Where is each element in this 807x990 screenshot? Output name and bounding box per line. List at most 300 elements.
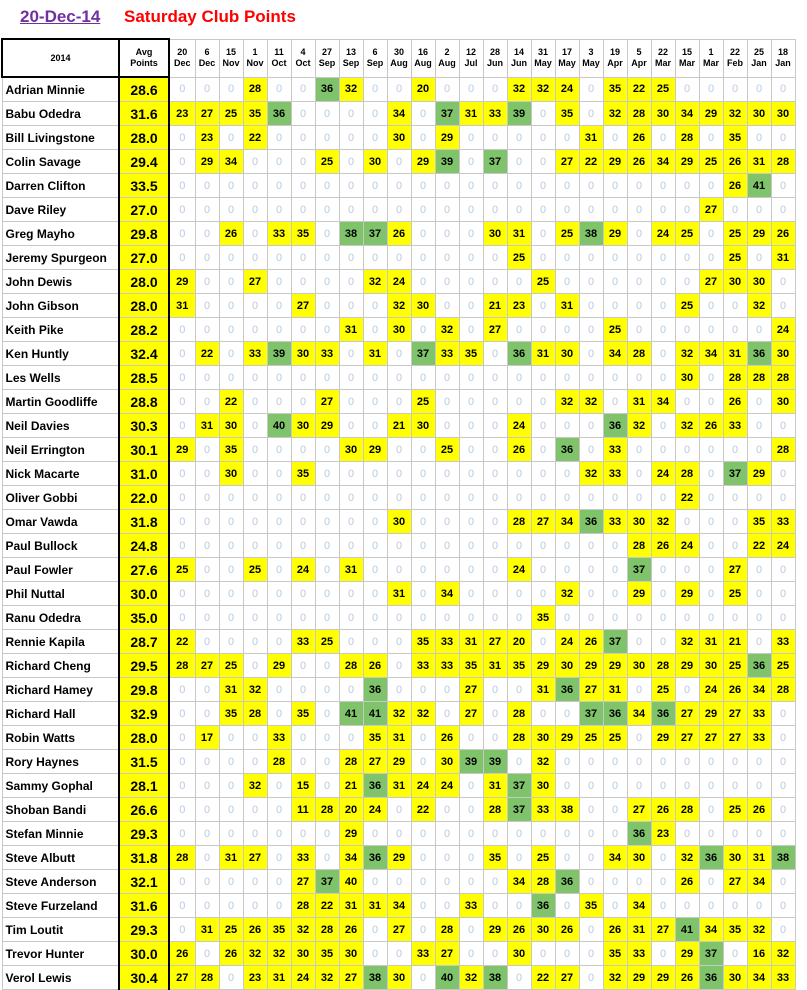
score-cell: 25 [699, 150, 723, 174]
score-cell: 27 [675, 726, 699, 750]
score-cell: 0 [771, 414, 795, 438]
score-cell: 34 [435, 582, 459, 606]
score-cell: 0 [675, 438, 699, 462]
score-cell: 0 [219, 342, 243, 366]
score-cell: 26 [627, 126, 651, 150]
average-points: 32.9 [119, 702, 169, 726]
date-header [651, 39, 675, 77]
avg-label-line1: Avg [135, 47, 153, 57]
score-cell: 24 [555, 630, 579, 654]
score-cell: 31 [387, 582, 411, 606]
score-cell: 0 [219, 726, 243, 750]
score-cell: 36 [603, 702, 627, 726]
score-cell: 0 [627, 462, 651, 486]
score-cell: 0 [603, 174, 627, 198]
score-cell: 41 [363, 702, 387, 726]
table-row [2, 318, 795, 342]
score-cell: 0 [387, 462, 411, 486]
score-cell: 0 [651, 414, 675, 438]
average-points: 31.5 [119, 750, 169, 774]
score-cell: 33 [771, 630, 795, 654]
score-cell: 0 [219, 174, 243, 198]
score-cell: 0 [291, 270, 315, 294]
score-cell: 0 [531, 222, 555, 246]
score-cell: 0 [531, 318, 555, 342]
score-cell: 33 [747, 726, 771, 750]
average-points: 28.1 [119, 774, 169, 798]
average-points: 28.6 [119, 77, 169, 102]
score-cell: 0 [267, 174, 291, 198]
score-cell: 0 [531, 582, 555, 606]
score-cell: 0 [531, 630, 555, 654]
score-cell: 35 [219, 702, 243, 726]
score-cell: 0 [507, 894, 531, 918]
score-cell: 30 [219, 462, 243, 486]
score-cell: 33 [771, 966, 795, 990]
score-cell: 0 [315, 126, 339, 150]
date-day: 15 [225, 47, 236, 57]
score-cell: 23 [243, 966, 267, 990]
score-cell: 27 [243, 270, 267, 294]
score-cell: 0 [169, 798, 195, 822]
player-name: Neil Errington [2, 438, 119, 462]
score-cell: 0 [267, 77, 291, 102]
score-cell: 33 [747, 702, 771, 726]
score-cell: 0 [651, 630, 675, 654]
score-cell: 0 [363, 174, 387, 198]
score-cell: 31 [267, 966, 291, 990]
score-cell: 0 [411, 534, 435, 558]
average-points: 22.0 [119, 486, 169, 510]
score-cell: 0 [169, 702, 195, 726]
score-cell: 0 [579, 534, 603, 558]
score-cell: 0 [483, 77, 507, 102]
score-cell: 0 [267, 798, 291, 822]
score-cell: 31 [627, 390, 651, 414]
score-cell: 0 [459, 414, 483, 438]
score-cell: 29 [651, 726, 675, 750]
score-cell: 0 [435, 246, 459, 270]
score-cell: 30 [291, 342, 315, 366]
date-day: 6 [204, 47, 210, 57]
score-cell: 0 [411, 726, 435, 750]
table-row [2, 678, 795, 702]
score-cell: 24 [555, 77, 579, 102]
score-cell: 0 [603, 582, 627, 606]
score-cell: 26 [387, 222, 411, 246]
table-row [2, 174, 795, 198]
score-cell: 0 [243, 246, 267, 270]
score-cell: 0 [675, 270, 699, 294]
score-cell: 30 [387, 966, 411, 990]
score-cell: 0 [387, 198, 411, 222]
score-cell: 31 [699, 630, 723, 654]
score-cell: 0 [459, 198, 483, 222]
score-cell: 33 [459, 894, 483, 918]
score-cell: 0 [363, 486, 387, 510]
score-cell: 0 [507, 390, 531, 414]
score-cell: 33 [603, 510, 627, 534]
score-cell: 29 [627, 966, 651, 990]
date-month: Oct [295, 58, 311, 68]
score-cell: 0 [339, 486, 363, 510]
score-cell: 22 [579, 150, 603, 174]
player-name: Oliver Gobbi [2, 486, 119, 510]
score-cell: 30 [363, 150, 387, 174]
score-cell: 0 [219, 798, 243, 822]
score-cell: 31 [747, 150, 771, 174]
date-header [219, 39, 243, 77]
score-cell: 29 [699, 102, 723, 126]
score-cell: 0 [315, 510, 339, 534]
score-cell: 0 [169, 774, 195, 798]
score-cell: 0 [531, 822, 555, 846]
score-cell: 0 [291, 750, 315, 774]
score-cell: 32 [747, 294, 771, 318]
date-day: 28 [489, 47, 500, 57]
score-cell: 24 [699, 678, 723, 702]
player-name: John Gibson [2, 294, 119, 318]
score-cell: 0 [291, 126, 315, 150]
score-cell: 27 [483, 630, 507, 654]
score-cell: 0 [315, 582, 339, 606]
score-cell: 0 [315, 702, 339, 726]
date-header [267, 39, 291, 77]
score-cell: 0 [531, 486, 555, 510]
score-cell: 29 [387, 846, 411, 870]
date-day: 31 [537, 47, 548, 57]
score-cell: 28 [243, 77, 267, 102]
table-row [2, 726, 795, 750]
score-cell: 0 [315, 270, 339, 294]
score-cell: 28 [507, 702, 531, 726]
score-cell: 0 [315, 246, 339, 270]
score-cell: 39 [483, 750, 507, 774]
score-cell: 39 [459, 750, 483, 774]
score-cell: 33 [291, 630, 315, 654]
player-name: Steve Furzeland [2, 894, 119, 918]
score-cell: 0 [435, 606, 459, 630]
score-cell: 0 [483, 678, 507, 702]
score-cell: 0 [555, 534, 579, 558]
score-cell: 41 [747, 174, 771, 198]
score-cell: 37 [315, 870, 339, 894]
score-cell: 0 [195, 870, 219, 894]
score-cell: 0 [651, 606, 675, 630]
player-name: Paul Bullock [2, 534, 119, 558]
score-cell: 0 [219, 750, 243, 774]
score-cell: 36 [555, 870, 579, 894]
score-cell: 0 [507, 750, 531, 774]
score-cell: 0 [195, 390, 219, 414]
score-cell: 0 [195, 222, 219, 246]
average-points: 28.0 [119, 726, 169, 750]
score-cell: 36 [699, 966, 723, 990]
average-points: 29.4 [119, 150, 169, 174]
score-cell: 0 [363, 294, 387, 318]
score-cell: 0 [315, 318, 339, 342]
score-cell: 0 [459, 918, 483, 942]
score-cell: 30 [723, 846, 747, 870]
score-cell: 0 [243, 366, 267, 390]
score-cell: 26 [675, 966, 699, 990]
score-cell: 41 [339, 702, 363, 726]
score-cell: 32 [771, 942, 795, 966]
score-cell: 22 [627, 77, 651, 102]
score-cell: 30 [723, 270, 747, 294]
score-cell: 25 [651, 678, 675, 702]
score-cell: 0 [747, 606, 771, 630]
score-cell: 0 [315, 198, 339, 222]
score-cell: 27 [531, 510, 555, 534]
score-cell: 34 [507, 870, 531, 894]
score-cell: 0 [483, 462, 507, 486]
score-cell: 0 [555, 198, 579, 222]
score-cell: 0 [699, 894, 723, 918]
score-cell: 0 [459, 390, 483, 414]
date-month: Aug [414, 58, 432, 68]
score-cell: 28 [315, 798, 339, 822]
score-cell: 31 [459, 102, 483, 126]
score-cell: 0 [219, 606, 243, 630]
score-cell: 0 [411, 822, 435, 846]
score-cell: 0 [169, 318, 195, 342]
score-cell: 0 [195, 270, 219, 294]
score-cell: 28 [435, 918, 459, 942]
date-header [363, 39, 387, 77]
score-cell: 0 [723, 942, 747, 966]
player-name: Darren Clifton [2, 174, 119, 198]
score-cell: 0 [243, 582, 267, 606]
score-cell: 0 [771, 822, 795, 846]
score-cell: 0 [627, 222, 651, 246]
score-cell: 0 [555, 126, 579, 150]
score-cell: 0 [411, 366, 435, 390]
score-cell: 30 [651, 102, 675, 126]
score-cell: 0 [699, 606, 723, 630]
score-cell: 0 [411, 438, 435, 462]
score-cell: 0 [267, 558, 291, 582]
player-name: Dave Riley [2, 198, 119, 222]
score-cell: 0 [555, 486, 579, 510]
score-cell: 28 [627, 342, 651, 366]
score-cell: 0 [315, 486, 339, 510]
score-cell: 0 [411, 198, 435, 222]
score-cell: 32 [243, 942, 267, 966]
score-cell: 34 [603, 846, 627, 870]
score-cell: 0 [459, 822, 483, 846]
score-cell: 0 [195, 462, 219, 486]
score-cell: 0 [747, 822, 771, 846]
score-cell: 21 [723, 630, 747, 654]
score-cell: 30 [627, 654, 651, 678]
score-cell: 27 [459, 702, 483, 726]
score-cell: 0 [169, 414, 195, 438]
average-points: 28.0 [119, 294, 169, 318]
score-cell: 32 [243, 678, 267, 702]
score-cell: 38 [579, 222, 603, 246]
score-cell: 0 [411, 270, 435, 294]
score-cell: 32 [675, 846, 699, 870]
date-day: 11 [274, 47, 284, 57]
player-name: Steve Albutt [2, 846, 119, 870]
score-cell: 0 [195, 822, 219, 846]
date-header [243, 39, 267, 77]
score-cell: 0 [603, 486, 627, 510]
score-cell: 29 [267, 654, 291, 678]
score-cell: 0 [531, 126, 555, 150]
score-cell: 0 [603, 798, 627, 822]
score-cell: 29 [363, 438, 387, 462]
score-cell: 0 [243, 486, 267, 510]
score-cell: 29 [699, 702, 723, 726]
date-day: 4 [300, 47, 306, 57]
average-points: 35.0 [119, 606, 169, 630]
score-cell: 0 [459, 246, 483, 270]
score-cell: 0 [675, 174, 699, 198]
score-cell: 0 [243, 438, 267, 462]
score-cell: 0 [387, 870, 411, 894]
score-cell: 0 [411, 510, 435, 534]
score-cell: 0 [291, 678, 315, 702]
score-cell: 0 [195, 750, 219, 774]
score-cell: 32 [627, 414, 651, 438]
score-cell: 26 [507, 438, 531, 462]
score-cell: 0 [675, 510, 699, 534]
score-cell: 29 [169, 270, 195, 294]
average-points: 29.8 [119, 222, 169, 246]
score-cell: 28 [675, 126, 699, 150]
score-cell: 33 [267, 222, 291, 246]
score-cell: 0 [555, 246, 579, 270]
score-cell: 0 [579, 918, 603, 942]
score-cell: 26 [651, 534, 675, 558]
date-month: Jul [464, 58, 478, 68]
table-row [2, 198, 795, 222]
score-cell: 28 [747, 366, 771, 390]
score-cell: 0 [459, 870, 483, 894]
score-cell: 24 [435, 774, 459, 798]
score-cell: 27 [435, 942, 459, 966]
score-cell: 0 [243, 150, 267, 174]
score-cell: 0 [459, 726, 483, 750]
score-cell: 0 [387, 366, 411, 390]
date-header [699, 39, 723, 77]
score-cell: 24 [387, 270, 411, 294]
date-month: Nov [246, 58, 264, 68]
average-points: 29.3 [119, 822, 169, 846]
score-cell: 38 [483, 966, 507, 990]
score-cell: 0 [339, 342, 363, 366]
score-cell: 0 [243, 822, 267, 846]
score-cell: 25 [675, 294, 699, 318]
score-cell: 0 [459, 126, 483, 150]
score-cell: 34 [747, 870, 771, 894]
score-cell: 27 [723, 558, 747, 582]
score-cell: 31 [531, 342, 555, 366]
score-cell: 0 [267, 582, 291, 606]
score-cell: 0 [411, 558, 435, 582]
score-cell: 0 [339, 390, 363, 414]
score-cell: 28 [243, 702, 267, 726]
score-cell: 0 [723, 534, 747, 558]
score-cell: 31 [339, 558, 363, 582]
score-cell: 0 [507, 150, 531, 174]
score-cell: 0 [459, 77, 483, 102]
score-cell: 0 [675, 750, 699, 774]
date-day: 12 [465, 47, 476, 57]
score-cell: 0 [243, 630, 267, 654]
score-cell: 0 [169, 198, 195, 222]
score-cell: 0 [267, 462, 291, 486]
score-cell: 39 [507, 102, 531, 126]
score-cell: 0 [483, 726, 507, 750]
score-cell: 0 [531, 294, 555, 318]
score-cell: 0 [435, 702, 459, 726]
score-cell: 32 [435, 318, 459, 342]
score-cell: 0 [483, 342, 507, 366]
score-cell: 32 [603, 966, 627, 990]
score-cell: 0 [243, 894, 267, 918]
score-cell: 0 [699, 77, 723, 102]
date-month: Dec [198, 58, 216, 68]
average-points: 31.6 [119, 102, 169, 126]
score-cell: 0 [339, 606, 363, 630]
score-cell: 0 [603, 558, 627, 582]
score-cell: 0 [699, 318, 723, 342]
score-cell: 29 [675, 150, 699, 174]
score-cell: 0 [363, 390, 387, 414]
score-cell: 33 [435, 630, 459, 654]
score-cell: 0 [243, 750, 267, 774]
score-cell: 0 [267, 126, 291, 150]
score-cell: 0 [483, 510, 507, 534]
score-cell: 29 [675, 942, 699, 966]
score-cell: 0 [387, 558, 411, 582]
score-cell: 24 [771, 318, 795, 342]
score-cell: 0 [195, 846, 219, 870]
date-month: Nov [222, 58, 240, 68]
score-cell: 0 [723, 198, 747, 222]
score-cell: 0 [195, 606, 219, 630]
title-bar [0, 0, 807, 38]
score-cell: 0 [579, 486, 603, 510]
average-points: 27.0 [119, 198, 169, 222]
score-cell: 35 [291, 222, 315, 246]
score-cell: 0 [411, 966, 435, 990]
score-cell: 35 [267, 918, 291, 942]
score-cell: 0 [387, 438, 411, 462]
score-cell: 0 [363, 318, 387, 342]
player-name: Richard Cheng [2, 654, 119, 678]
score-cell: 34 [387, 894, 411, 918]
score-cell: 0 [651, 942, 675, 966]
score-cell: 0 [651, 438, 675, 462]
date-day: 1 [708, 47, 714, 57]
date-header [747, 39, 771, 77]
player-name: Les Wells [2, 366, 119, 390]
score-cell: 0 [507, 486, 531, 510]
score-cell: 39 [435, 150, 459, 174]
score-cell: 36 [363, 774, 387, 798]
score-cell: 0 [315, 222, 339, 246]
score-cell: 29 [603, 222, 627, 246]
score-cell: 27 [723, 870, 747, 894]
score-cell: 0 [339, 630, 363, 654]
score-cell: 35 [555, 102, 579, 126]
score-cell: 0 [579, 366, 603, 390]
score-cell: 28 [723, 366, 747, 390]
